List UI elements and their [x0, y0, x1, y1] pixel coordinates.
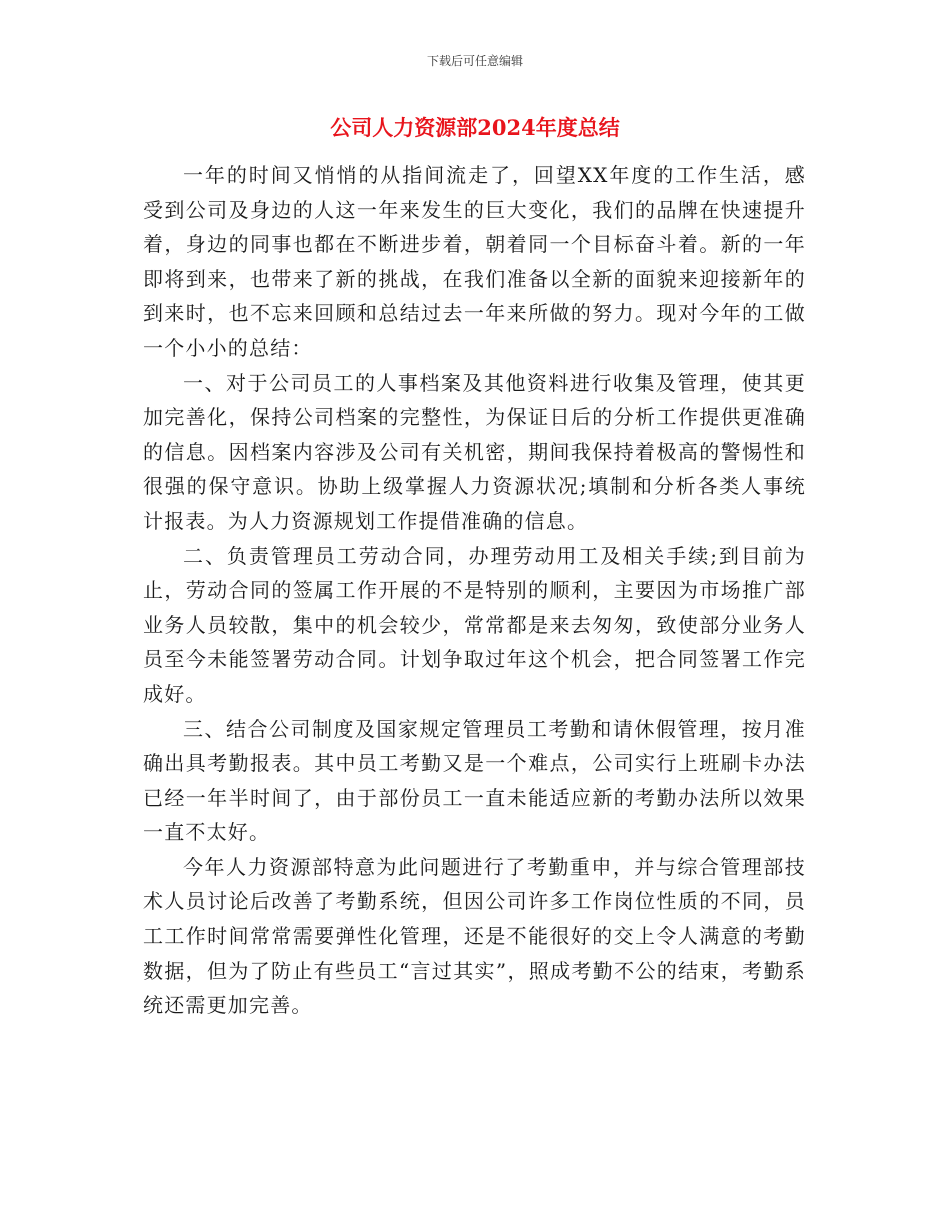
paragraph-intro: 一年的时间又悄悄的从指间流走了，回望XX年度的工作生活，感受到公司及身边的人这一年来发生的巨大变化，我们的品牌在快速提升着，身边的同事也都在不断进步着，朝着同一个目标奋斗着。新的一年即将到来，也带来了新的挑战，在我们准备以全新的面貌来迎接新年的到来时，也不忘来回顾和总结过去一年来所做的努力。现对今年的工做一个小小的总结：: [143, 163, 806, 360]
document-body: [143, 158, 806, 1023]
paragraph-item-1: 一、对于公司员工的人事档案及其他资料进行收集及管理，使其更加完善化，保持公司档案的完整性，为保证日后的分析工作提供更准确的信息。因档案内容涉及公司有关机密，期间我保持着极高的警惕性和很强的保守意识。协助上级掌握人力资源状况;填制和分析各类人事统计报表。为人力资源规划工作提借准确的信息。: [143, 370, 806, 533]
paragraph-attendance: 今年人力资源部特意为此问题进行了考勤重申，并与综合管理部技术人员讨论后改善了考勤系统，但因公司许多工作岗位性质的不同，员工工作时间常常需要弹性化管理，还是不能很好的交上令人满意的考勤数据，但为了防止有些员工“言过其实”，照成考勤不公的结束，考勤系统还需更加完善。: [143, 854, 806, 1018]
paragraph-item-3: 三、结合公司制度及国家规定管理员工考勤和请休假管理，按月准确出具考勤报表。其中员工考勤又是一个难点，公司实行上班刷卡办法已经一年半时间了，由于部份员工一直未能适应新的考勤办法所以效果一直不太好。: [143, 716, 806, 845]
page-header-note: 下载后可任意编辑: [426, 54, 523, 68]
document-title: 公司人力资源部2024年度总结: [330, 115, 620, 140]
paragraph-item-2: 二、负责管理员工劳动合同，办理劳动用工及相关手续;到目前为止，劳动合同的签属工作开展的不是特别的顺利，主要因为市场推广部业务人员较散，集中的机会较少，常常都是来去匆匆，致使部分业务人员至今未能签署劳动合同。计划争取过年这个机会，把合同签署工作完成好。: [143, 543, 806, 706]
